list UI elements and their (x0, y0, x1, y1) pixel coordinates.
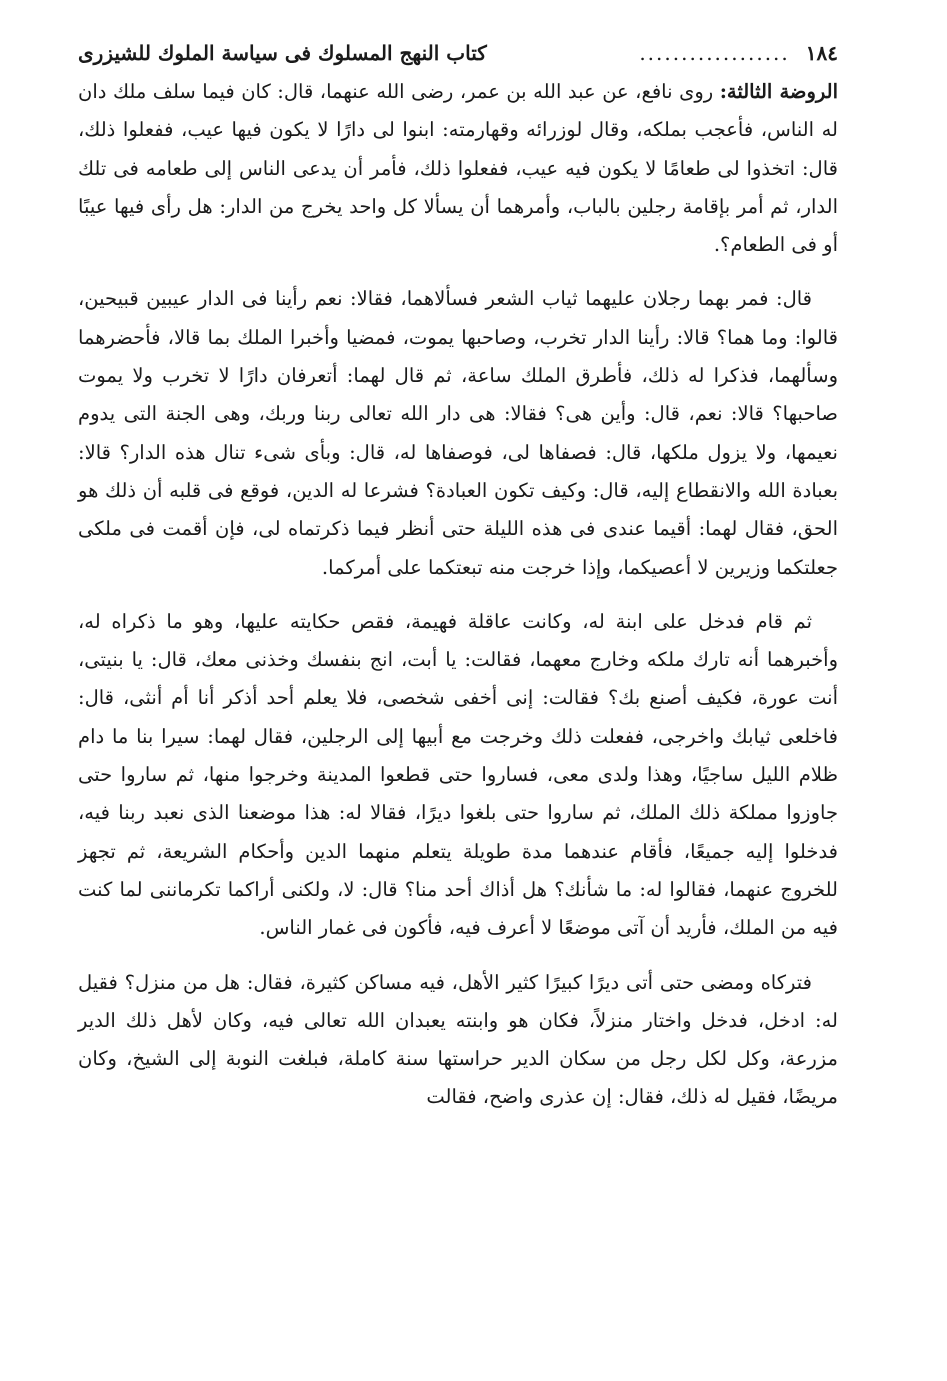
header-leader-dots: .................. (639, 41, 790, 65)
paragraph-text: روى نافع، عن عبد الله بن عمر، رضى الله عنهما، قال: كان فيما سلف ملك دان له الناس، فأعجب بملكه، وقال لوزرائه وقهارمته: ابنوا لى دارًا لا يكون فيها عيب، ففعلوا ذلك، قال: اتخذوا لى طعامًا لا يكون فيه عيب، ففعلوا ذلك، فأمر أن يدعى الناس إلى طعامه فى تلك الدار، ثم أمر بإقامة رجلين بالباب، وأمرهما أن يسألا كل واحد يخرج من الدار: هل رأى فيها عيبًا أو فى الطعام؟. (78, 80, 838, 257)
paragraph-text: فتركاه ومضى حتى أتى ديرًا كبيرًا كثير الأهل، فيه مساكن كثيرة، فقال: هل من منزل؟ فقيل له: ادخل، فدخل واختار منزلاً، فكان هو وابنته يعبدان الله تعالى فيه، وكان لأهل ذلك الدير مزرعة، وكل لكل رجل من سكان الدير حراستها سنة كاملة، فبلغت النوبة إلى الشيخ، وكان مريضًا، فقيل له ذلك، فقال: إن عذرى واضح، فقالت (78, 970, 838, 1109)
section-heading: الروضة الثالثة: (719, 80, 839, 103)
book-page (78, 38, 838, 1117)
paragraph-1 (78, 73, 838, 264)
running-title: كتاب النهج المسلوك فى سياسة الملوك للشيزرى (78, 41, 487, 65)
page-body (78, 73, 838, 1117)
paragraph-2 (78, 280, 838, 586)
page-number: ١٨٤ (805, 41, 838, 65)
paragraph-3 (78, 603, 838, 948)
paragraph-text: ثم قام فدخل على ابنة له، وكانت عاقلة فهيمة، فقص حكايته عليها، وهو ما ذكراه له، وأخبرهما أنه تارك ملكه وخارج معهما، فقالت: يا أبت، انج بنفسك وخذنى معك، قال: يا بنيتى، أنت عورة، فكيف أصنع بك؟ فقالت: إنى أخفى شخصى، فلا يعلم أحد أذكر أنا أم أنثى، قال: فاخلعى ثيابك واخرجى، ففعلت ذلك وخرجت مع أبيها إلى الرجلين، فقال لهما: سيرا بنا ما دام ظلام الليل ساجيًا، وهذا ولدى معى، فساروا حتى قطعوا المدينة وخرجوا منها، ثم ساروا حتى جاوزوا مملكة ذلك الملك، ثم ساروا حتى بلغوا ديرًا، فقالا له: هذا موضعنا الذى نعبد ربنا فيه، فدخلوا إليه جميعًا، فأقام عندهما مدة طويلة يتعلم منهما الدين وأحكام الشريعة، ثم تجهز للخروج عنهما، فقالوا له: ما شأنك؟ هل أذاك أحد منا؟ قال: لا، ولكنى أراكما تكرماننى لما كنت فيه من الملك، فأريد أن آتى موضعًا لا أعرف فيه، فأكون فى غمار الناس. (78, 609, 838, 940)
paragraph-text: قال: فمر بهما رجلان عليهما ثياب الشعر فسألاهما، فقالا: نعم رأينا فى الدار عيبين قبيحين، قالوا: وما هما؟ قالا: رأينا الدار تخرب، وصاحبها يموت، فمضيا وأخبرا الملك بما قالا، فأحضرهما وسألهما، فذكرا له ذلك، فأطرق الملك ساعة، ثم قال لهما: أتعرفان دارًا لا تخرب ولا يموت صاحبها؟ قالا: نعم، قال: وأين هى؟ فقالا: هى دار الله تعالى ربنا وربك، وهى الجنة التى يدوم نعيمها، ولا يزول ملكها، قال: فصفاها لى، فوصفاها له، قال: وبأى شىء تنال هذه الدار؟ قالا: بعبادة الله والانقطاع إليه، قال: وكيف تكون العبادة؟ فشرعا له الدين، فوقع فى قلبه أن ذلك هو الحق، فقال لهما: أقيما عندى فى هذه الليلة حتى أنظر فيما ذكرتماه لى، فإن أقمت فى ملكى جعلتكما وزيرين لا أعصيكما، وإذا خرجت منه تبعتكما على أمركما. (78, 287, 838, 579)
paragraph-4 (78, 964, 838, 1117)
page-header (78, 38, 838, 70)
